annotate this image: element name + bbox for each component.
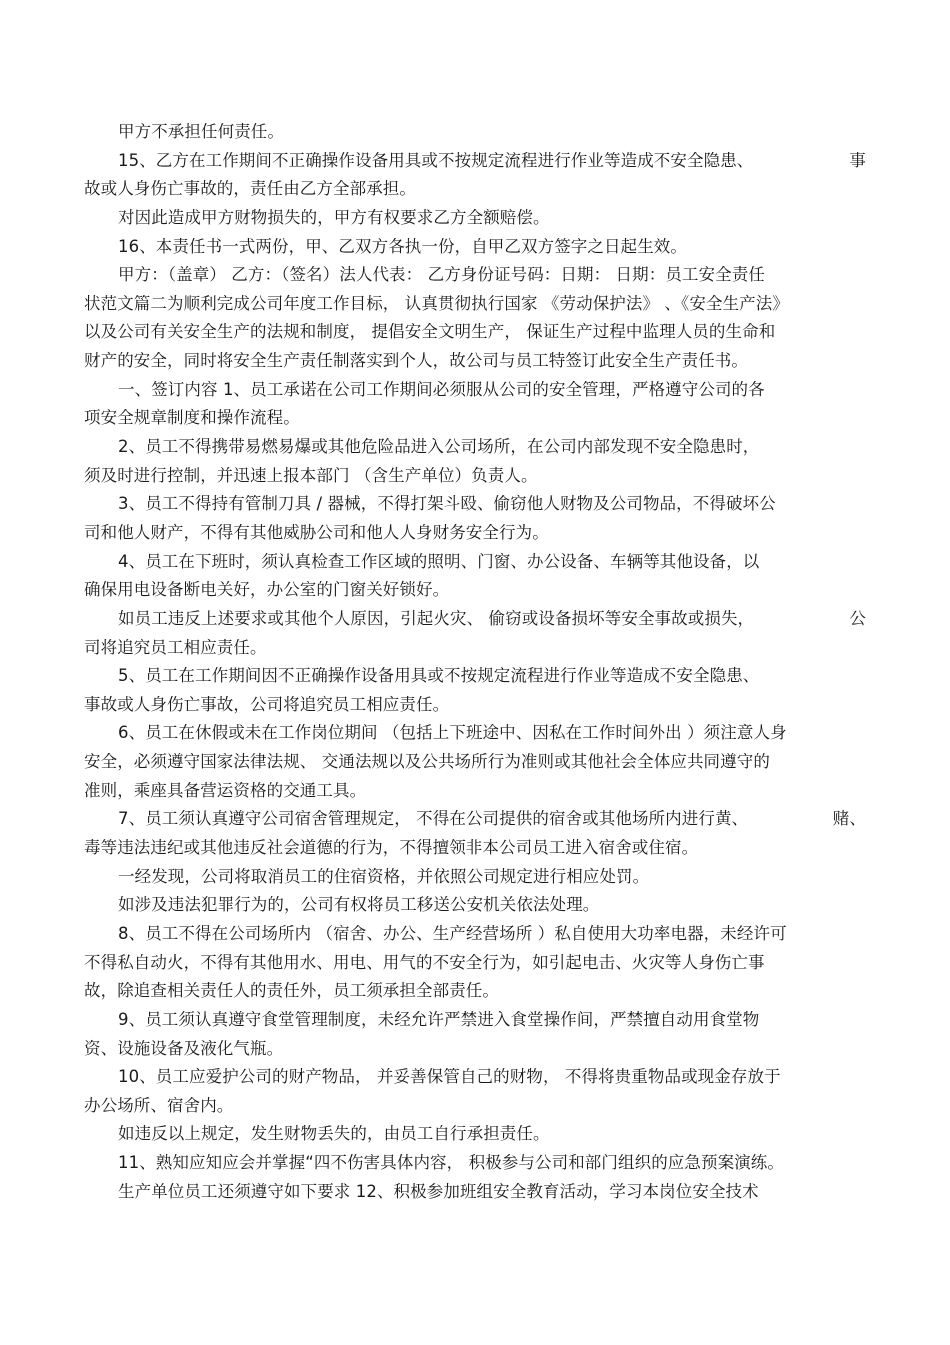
text-line: 状范文篇二为顺利完成公司年度工作目标， 认真贯彻执行国家 《劳动保护法》 、《安全生产法》: [84, 293, 789, 313]
text-line: 故，除追查相关责任人的责任外，员工须承担全部责任。: [84, 981, 499, 1001]
text-line: 一经发现，公司将取消员工的住宿资格，并依照公司规定进行相应处罚。: [118, 866, 650, 886]
text-line: 准则，乘座具备营运资格的交通工具。: [84, 780, 367, 800]
text-line: [84, 605, 866, 634]
text-line-tail: 公: [849, 608, 866, 628]
text-line: 以及公司有关安全生产的法规和制度， 提倡安全文明生产， 保证生产过程中监理人员的生命和: [84, 322, 776, 342]
text-line: 如涉及违法犯罪行为的，公司有权将员工移送公安机关依法处理。: [118, 895, 600, 915]
text-line: 5、员工在工作期间因不正确操作设备用具或不按规定流程进行作业等造成不安全隐患、: [118, 666, 760, 686]
text-line: 须及时进行控制，并迅速上报本部门 （含生产单位）负责人。: [84, 465, 538, 485]
text-line: 安全，必须遵守国家法律法规、 交通法规以及公共场所行为准则或其他社会全体应共同遵守的: [84, 752, 770, 772]
text-line-main: 如员工违反上述要求或其他个人原因，引起火灾、 偷窃或设备损坏等安全事故或损失，: [118, 608, 755, 628]
text-line: 办公场所、宿舍内。: [84, 1095, 234, 1115]
text-line-main: 7、员工须认真遵守公司宿舍管理规定， 不得在公司提供的宿舍或其他场所内进行黄、: [118, 809, 749, 829]
text-line: 财产的安全，同时将安全生产责任制落实到个人，故公司与员工特签订此安全生产责任书。: [84, 351, 748, 371]
text-line: 司和他人财产，不得有其他威胁公司和他人人身财务安全行为。: [84, 522, 549, 542]
text-line: [84, 147, 866, 176]
text-line: [84, 805, 866, 834]
text-line: 8、员工不得在公司场所内 （宿舍、办公、生产经营场所 ）私自使用大功率电器，未经许可: [118, 923, 787, 943]
text-line: 一、签订内容 1、员工承诺在公司工作期间必须服从公司的安全管理，严格遵守公司的各: [118, 379, 765, 399]
text-line: 10、员工应爱护公司的财产物品， 并妥善保管自己的财物， 不得将贵重物品或现金存放于: [118, 1067, 781, 1087]
text-line: 确保用电设备断电关好，办公室的门窗关好锁好。: [84, 580, 450, 600]
text-line: 3、员工不得持有管制刀具 / 器械，不得打架斗殴、偷窃他人财物及公司物品，不得破坏公: [118, 494, 776, 514]
text-line: 如违反以上规定，发生财物丢失的，由员工自行承担责任。: [118, 1124, 550, 1144]
text-line: 生产单位员工还须遵守如下要求 12、积极参加班组安全教育活动，学习本岗位安全技术: [118, 1181, 759, 1201]
text-line: 项安全规章制度和操作流程。: [84, 408, 300, 428]
text-line: 司将追究员工相应责任。: [84, 637, 267, 657]
text-line: 6、员工在休假或未在工作岗位期间 （包括上下班途中、因私在工作时间外出 ）须注意人身: [118, 723, 787, 743]
text-line-main: 15、乙方在工作期间不正确操作设备用具或不按规定流程进行作业等造成不安全隐患、: [118, 150, 754, 170]
text-line: 故或人身伤亡事故的，责任由乙方全部承担。: [84, 179, 416, 199]
text-line: 4、员工在下班时，须认真检查工作区域的照明、门窗、办公设备、车辆等其他设备，以: [118, 551, 760, 571]
text-line: 甲方：（盖章） 乙方：（签名）法人代表： 乙方身份证号码：日期： 日期：员工安全责任: [118, 265, 765, 285]
text-line-tail: 赌、: [832, 809, 866, 829]
text-line: 对因此造成甲方财物损失的，甲方有权要求乙方全额赔偿。: [118, 207, 550, 227]
text-line: 9、员工须认真遵守食堂管理制度，未经允许严禁进入食堂操作间，严禁擅自动用食堂物: [118, 1009, 760, 1029]
text-line: 毒等违法违纪或其他违反社会道德的行为，不得擅领非本公司员工进入宿舍或住宿。: [84, 838, 699, 858]
text-line: 2、员工不得携带易燃易爆或其他危险品进入公司场所，在公司内部发现不安全隐患时，: [118, 437, 760, 457]
text-line: 事故或人身伤亡事故，公司将追究员工相应责任。: [84, 694, 450, 714]
text-line: 16、本责任书一式两份，甲、乙双方各执一份，自甲乙双方签字之日起生效。: [118, 236, 687, 256]
text-line: 甲方不承担任何责任。: [118, 122, 284, 141]
text-line: 资、设施设备及液化气瓶。: [84, 1038, 284, 1058]
document-body: [84, 118, 866, 1206]
text-line-tail: 事: [849, 150, 866, 170]
text-line: 11、熟知应知应会并掌握“四不伤害具体内容， 积极参与公司和部门组织的应急预案演练。: [118, 1153, 784, 1173]
text-line: 不得私自动火，不得有其他用水、用电、用气的不安全行为，如引起电击、火灾等人身伤亡事: [84, 952, 765, 972]
